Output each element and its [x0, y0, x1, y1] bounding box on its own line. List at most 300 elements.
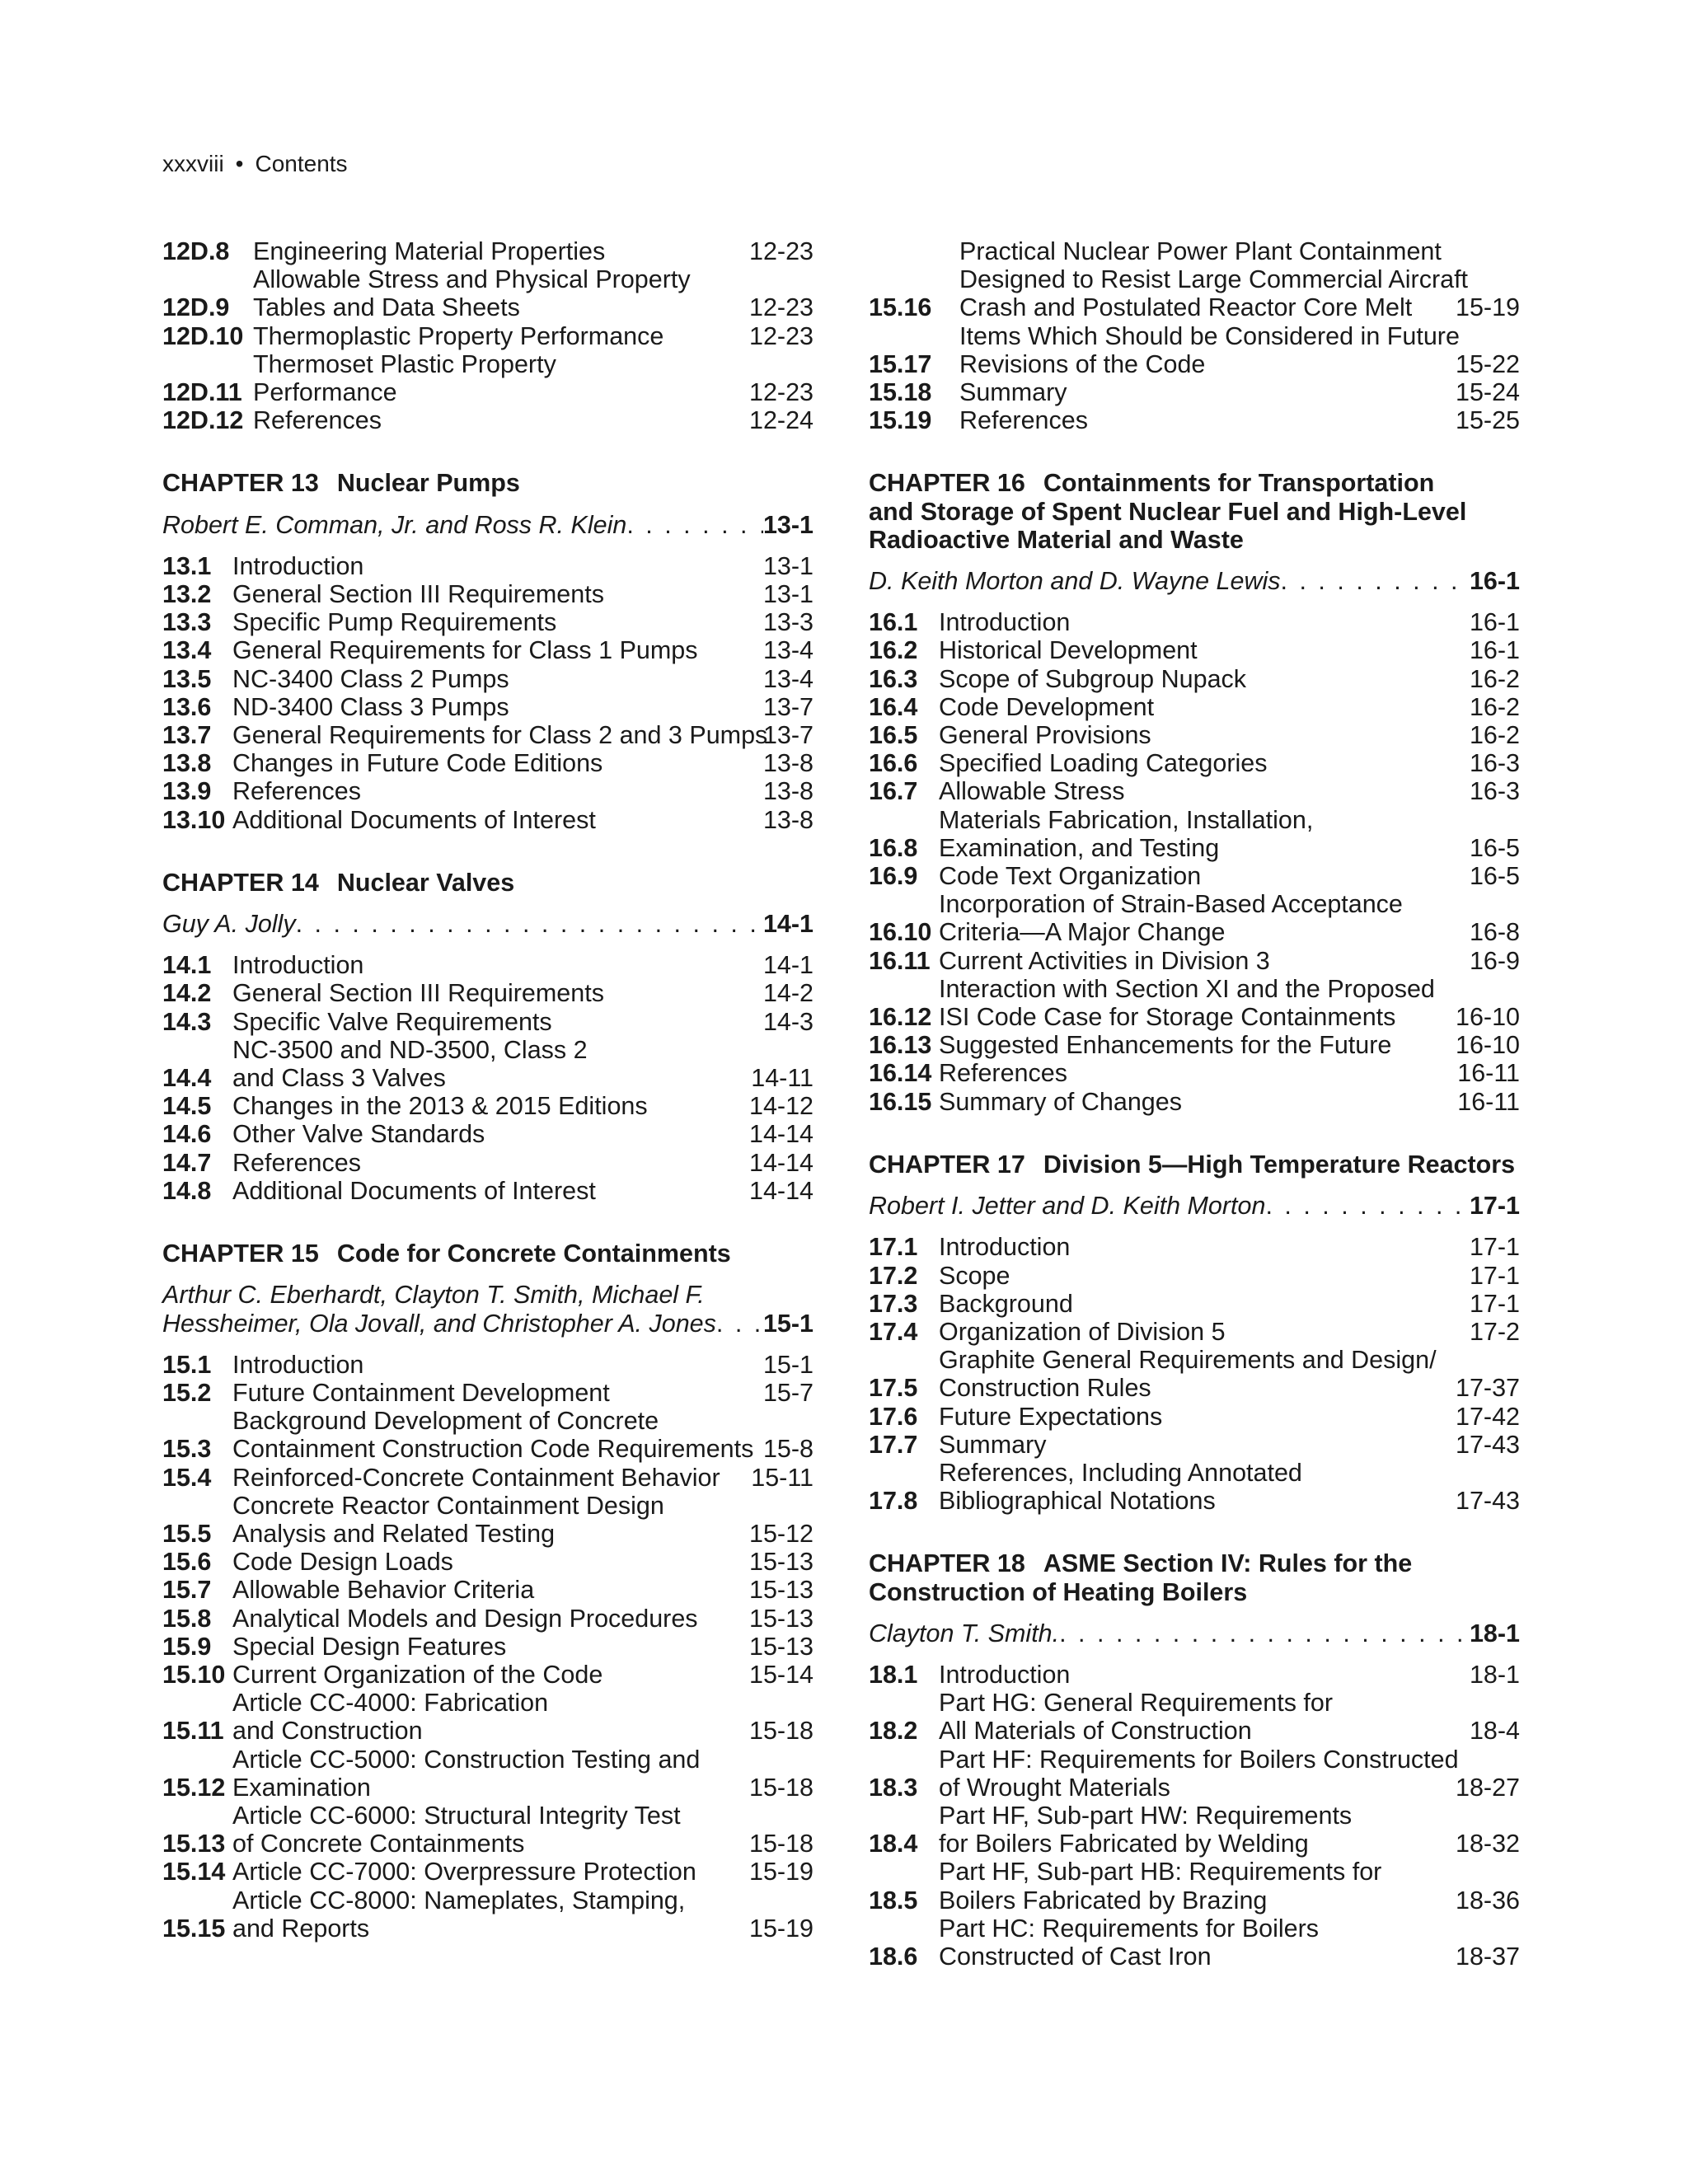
- section-title-line: Specified Loading Categories: [939, 749, 1268, 778]
- section-title: [939, 1915, 1446, 1971]
- section-title-line: Article CC-4000: Fabrication: [232, 1689, 549, 1718]
- toc-entry[interactable]: [869, 1318, 1520, 1346]
- section-number: 15.12: [162, 1773, 226, 1802]
- section-page: 15-19: [748, 1858, 814, 1886]
- header-section-title: Contents: [255, 151, 348, 176]
- section-page: 15-13: [748, 1632, 814, 1661]
- section-title-line: Article CC-6000: Structural Integrity Test: [232, 1801, 681, 1830]
- author-line: D. Keith Morton and D. Wayne Lewis: [869, 567, 1281, 596]
- section-title-line: Future Containment Development: [232, 1378, 610, 1407]
- section-page: 13-8: [762, 749, 814, 778]
- section-title: [253, 406, 739, 434]
- section-number: 15.9: [162, 1632, 212, 1661]
- chapter-label: CHAPTER 13: [162, 469, 319, 498]
- toc-entry[interactable]: [869, 1031, 1520, 1059]
- section-number: 16.2: [869, 636, 918, 665]
- toc-entry[interactable]: [869, 693, 1520, 721]
- toc-entry[interactable]: [869, 1858, 1520, 1914]
- toc-entry[interactable]: [162, 1548, 814, 1576]
- toc-entry[interactable]: [869, 1689, 1520, 1745]
- toc-entry[interactable]: [162, 693, 814, 721]
- section-title-line: and Construction: [232, 1717, 423, 1746]
- section-page: 15-8: [762, 1435, 814, 1464]
- section-title: [939, 862, 1460, 890]
- toc-entry[interactable]: [162, 721, 814, 749]
- section-page: 18-27: [1455, 1773, 1520, 1802]
- section-title-line: Thermoset Plastic Property: [253, 349, 556, 378]
- section-title-line: Allowable Stress: [939, 777, 1125, 806]
- leader-dots: [626, 511, 763, 539]
- section-title-line: Performance: [253, 378, 397, 407]
- chapter-heading-line: [162, 469, 814, 497]
- section-title: [939, 806, 1460, 862]
- chapter-start-page: 18-1: [1469, 1619, 1520, 1647]
- section-title-line: Examination: [232, 1773, 371, 1802]
- section-number: 16.3: [869, 664, 918, 693]
- section-title: [232, 979, 753, 1007]
- section-number: 12D.11: [162, 378, 242, 407]
- section-number: 16.6: [869, 749, 918, 778]
- section-number: 17.1: [869, 1233, 918, 1262]
- section-page: 13-8: [762, 777, 814, 806]
- chapter-start-page: 14-1: [762, 910, 814, 939]
- toc-entry[interactable]: [869, 777, 1520, 805]
- section-title-line: Introduction: [232, 1350, 364, 1379]
- section-title: [232, 1149, 739, 1177]
- section-title: [939, 665, 1460, 693]
- section-page: 15-18: [748, 1717, 814, 1746]
- section-number: 13.4: [162, 636, 212, 665]
- toc-entry[interactable]: [162, 1036, 814, 1092]
- section-number: 15.1: [162, 1350, 212, 1379]
- chapter-heading[interactable]: [869, 1549, 1520, 1605]
- section-number: 13.8: [162, 749, 212, 778]
- section-page: 13-4: [762, 636, 814, 665]
- section-number: 15.3: [162, 1435, 212, 1464]
- toc-entry[interactable]: [162, 1149, 814, 1177]
- section-page: 15-11: [751, 1463, 814, 1492]
- section-page: 12-23: [748, 378, 814, 407]
- section-number: 15.19: [869, 406, 932, 435]
- section-title: [232, 1379, 753, 1407]
- section-page: 18-4: [1469, 1717, 1520, 1746]
- toc-entry[interactable]: [162, 1492, 814, 1548]
- section-title-line: Background: [939, 1289, 1073, 1318]
- toc-entry[interactable]: [869, 1262, 1520, 1290]
- section-list: [869, 1661, 1520, 1971]
- section-title-line: Current Organization of the Code: [232, 1660, 603, 1689]
- toc-entry[interactable]: [869, 322, 1520, 378]
- section-number: 13.3: [162, 608, 212, 637]
- section-title-line: Article CC-5000: Construction Testing and: [232, 1745, 701, 1774]
- toc-entry[interactable]: [162, 806, 814, 834]
- toc-entry[interactable]: [162, 1177, 814, 1205]
- section-page: 18-37: [1455, 1942, 1520, 1971]
- section-number: 14.7: [162, 1148, 212, 1177]
- section-number: 18.2: [869, 1717, 918, 1746]
- chapter-title: Radioactive Material and Waste: [869, 525, 1244, 554]
- section-title: [939, 1802, 1446, 1858]
- section-number: 14.5: [162, 1092, 212, 1121]
- toc-entry[interactable]: [162, 1689, 814, 1745]
- chapter-start-page: 16-1: [1469, 567, 1520, 596]
- section-page: 15-13: [748, 1576, 814, 1605]
- page-header: [162, 151, 348, 177]
- section-title-line: NC-3500 and ND-3500, Class 2: [232, 1035, 588, 1064]
- toc-entry[interactable]: [162, 951, 814, 979]
- leader-dots: [296, 910, 763, 938]
- chapter-section: [869, 469, 1520, 1115]
- section-title: [939, 947, 1460, 975]
- section-title: [939, 1689, 1460, 1745]
- chapter-title: Construction of Heating Boilers: [869, 1577, 1248, 1606]
- section-number: 13.1: [162, 551, 212, 580]
- section-number: 15.8: [162, 1604, 212, 1633]
- section-title: [232, 1689, 739, 1745]
- toc-entry[interactable]: [162, 1886, 814, 1943]
- section-title-line: Current Activities in Division 3: [939, 946, 1270, 975]
- section-number: 16.7: [869, 777, 918, 806]
- section-page: 17-1: [1469, 1289, 1520, 1318]
- chapter-label: CHAPTER 16: [869, 469, 1025, 498]
- toc-entry[interactable]: [162, 608, 814, 636]
- toc-entry[interactable]: [869, 947, 1520, 975]
- section-title: [939, 1459, 1446, 1515]
- section-title-line: Materials Fabrication, Installation,: [939, 805, 1314, 834]
- section-title: [939, 975, 1446, 1031]
- section-page: 14-14: [748, 1120, 814, 1149]
- section-title-line: Code Design Loads: [232, 1548, 453, 1577]
- section-number: 16.14: [869, 1059, 932, 1088]
- toc-entry[interactable]: [162, 350, 814, 406]
- toc-entry[interactable]: [162, 749, 814, 777]
- chapter-heading[interactable]: [869, 1151, 1520, 1179]
- section-title: [939, 1059, 1447, 1087]
- author-line: Guy A. Jolly: [162, 910, 296, 939]
- chapter-title: and Storage of Spent Nuclear Fuel and High-Level: [869, 497, 1467, 526]
- chapter-heading[interactable]: [162, 469, 814, 497]
- section-title: [232, 721, 768, 750]
- section-title-line: Incorporation of Strain-Based Acceptance: [939, 890, 1403, 919]
- toc-entry[interactable]: [869, 378, 1520, 406]
- toc-entry[interactable]: [162, 1092, 814, 1120]
- section-title-line: All Materials of Construction: [939, 1717, 1252, 1746]
- section-title-line: Summary: [959, 378, 1067, 407]
- chapter-authors: [869, 1619, 1520, 1647]
- section-title-line: Part HF, Sub-part HW: Requirements: [939, 1801, 1353, 1830]
- section-number: 13.6: [162, 692, 212, 721]
- toc-entry[interactable]: [162, 1661, 814, 1689]
- toc-entry[interactable]: [869, 749, 1520, 777]
- section-title: [939, 1233, 1460, 1261]
- chapter-title: Nuclear Pumps: [336, 469, 520, 498]
- section-page: 15-22: [1455, 349, 1520, 378]
- chapter-authors: [162, 910, 814, 938]
- chapter-heading-line: [869, 469, 1520, 497]
- toc-entry[interactable]: [869, 1403, 1520, 1431]
- toc-entry[interactable]: [162, 265, 814, 321]
- section-title: [959, 406, 1446, 434]
- section-title-line: Other Valve Standards: [232, 1120, 485, 1149]
- section-title-line: Designed to Resist Large Commercial Aircraft: [959, 265, 1469, 294]
- toc-entry[interactable]: [162, 322, 814, 350]
- section-title: [232, 1633, 739, 1661]
- toc-entry[interactable]: [869, 890, 1520, 946]
- section-title: [232, 552, 753, 580]
- section-number: 12D.9: [162, 293, 230, 322]
- section-title: [232, 1746, 739, 1802]
- section-title: [232, 1464, 741, 1492]
- section-title-line: Summary of Changes: [939, 1087, 1182, 1116]
- section-page: 16-3: [1469, 777, 1520, 806]
- section-title-line: Tables and Data Sheets: [253, 293, 520, 322]
- section-number: 15.13: [162, 1830, 226, 1858]
- toc-entry[interactable]: [869, 806, 1520, 862]
- section-title-line: Engineering Material Properties: [253, 237, 606, 265]
- chapter-section: [162, 1240, 814, 1943]
- section-page: 17-1: [1469, 1233, 1520, 1262]
- section-title-line: Introduction: [939, 608, 1071, 637]
- section-number: 13.9: [162, 777, 212, 806]
- section-number: 18.6: [869, 1942, 918, 1971]
- section-number: 16.4: [869, 692, 918, 721]
- toc-entry[interactable]: [869, 1746, 1520, 1802]
- section-page: 16-1: [1469, 608, 1520, 637]
- section-number: 12D.10: [162, 321, 244, 350]
- section-title: [232, 806, 753, 834]
- section-title-line: ISI Code Case for Storage Containments: [939, 1003, 1396, 1032]
- section-page: 16-1: [1469, 636, 1520, 665]
- chapter-heading-line: [162, 1240, 814, 1268]
- toc-entry[interactable]: [162, 636, 814, 664]
- header-bullet: •: [235, 151, 244, 176]
- section-page: 17-42: [1455, 1402, 1520, 1431]
- section-number: 16.5: [869, 721, 918, 750]
- toc-entry[interactable]: [162, 1746, 814, 1802]
- section-page: 12-23: [748, 293, 814, 322]
- right-column: [869, 237, 1520, 1971]
- section-title: [232, 1492, 739, 1548]
- section-page: 18-1: [1469, 1660, 1520, 1689]
- section-title-line: Graphite General Requirements and Design/: [939, 1346, 1437, 1375]
- chapter-heading-line: [869, 1549, 1520, 1577]
- section-title: [253, 350, 739, 406]
- toc-entry[interactable]: [869, 1088, 1520, 1116]
- toc-entry[interactable]: [162, 237, 814, 265]
- section-title: [939, 1346, 1446, 1402]
- section-page: 17-1: [1469, 1261, 1520, 1290]
- toc-entry[interactable]: [869, 1802, 1520, 1858]
- toc-entry[interactable]: [869, 636, 1520, 664]
- section-title-line: References: [232, 1148, 361, 1177]
- chapter-label: CHAPTER 14: [162, 868, 319, 897]
- leader-dots: [1265, 1192, 1470, 1220]
- chapter-label: CHAPTER 18: [869, 1549, 1025, 1578]
- toc-entry[interactable]: [162, 580, 814, 608]
- section-title: [939, 1290, 1460, 1318]
- section-title-line: Introduction: [232, 951, 364, 980]
- section-page: 14-1: [762, 951, 814, 980]
- section-title-line: of Concrete Containments: [232, 1830, 525, 1858]
- chapter-section: [162, 869, 814, 1205]
- section-title-line: General Section III Requirements: [232, 580, 604, 609]
- section-number: 18.4: [869, 1830, 918, 1858]
- section-page: 16-3: [1469, 749, 1520, 778]
- toc-entry[interactable]: [869, 862, 1520, 890]
- toc-entry[interactable]: [162, 1351, 814, 1379]
- section-number: 18.5: [869, 1886, 918, 1915]
- section-title: [232, 1605, 739, 1633]
- toc-entry[interactable]: [869, 1661, 1520, 1689]
- section-title: [232, 1858, 739, 1886]
- section-page: 15-12: [748, 1519, 814, 1548]
- section-number: 16.8: [869, 833, 918, 862]
- section-page: 13-1: [762, 580, 814, 609]
- section-title-line: Background Development of Concrete: [232, 1407, 659, 1436]
- section-title-line: Changes in the 2013 & 2015 Editions: [232, 1092, 648, 1121]
- section-title: [939, 890, 1460, 946]
- section-page: 13-8: [762, 805, 814, 834]
- section-title-line: Allowable Stress and Physical Property: [253, 265, 691, 294]
- toc-entry[interactable]: [162, 777, 814, 805]
- section-number: 15.5: [162, 1519, 212, 1548]
- section-page: 16-5: [1469, 862, 1520, 891]
- section-list: [162, 1351, 814, 1943]
- section-title: [939, 1318, 1460, 1346]
- toc-entry[interactable]: [162, 1576, 814, 1604]
- toc-entry[interactable]: [162, 1605, 814, 1633]
- section-page: 14-3: [762, 1007, 814, 1036]
- section-number: 12D.8: [162, 237, 230, 265]
- section-title: [232, 1886, 739, 1943]
- section-title: [939, 693, 1460, 721]
- chapter-label: CHAPTER 15: [162, 1240, 319, 1268]
- toc-entry[interactable]: [869, 665, 1520, 693]
- section-number: 15.16: [869, 293, 932, 322]
- section-page: 15-19: [748, 1914, 814, 1943]
- chapter-heading[interactable]: [869, 469, 1520, 554]
- section-number: 16.11: [869, 946, 931, 975]
- section-title-line: Code Development: [939, 692, 1155, 721]
- toc-entry[interactable]: [869, 1459, 1520, 1515]
- toc-entry[interactable]: [162, 1407, 814, 1463]
- section-title-line: Historical Development: [939, 636, 1198, 665]
- toc-entry[interactable]: [162, 552, 814, 580]
- section-number: 14.8: [162, 1176, 212, 1205]
- chapter-heading[interactable]: [162, 869, 814, 897]
- toc-entry[interactable]: [162, 1379, 814, 1407]
- section-title: [959, 378, 1446, 406]
- section-number: 15.7: [162, 1576, 212, 1605]
- section-page: 15-13: [748, 1604, 814, 1633]
- toc-entry[interactable]: [869, 1346, 1520, 1402]
- toc-entry[interactable]: [162, 1464, 814, 1492]
- chapter-heading[interactable]: [162, 1240, 814, 1268]
- section-title-line: Revisions of the Code: [959, 349, 1206, 378]
- section-title: [232, 636, 753, 664]
- toc-entry[interactable]: [162, 1633, 814, 1661]
- section-title-line: Reinforced-Concrete Containment Behavior: [232, 1463, 720, 1492]
- section-title-line: Scope of Subgroup Nupack: [939, 664, 1247, 693]
- toc-entry[interactable]: [869, 975, 1520, 1031]
- toc-entry[interactable]: [162, 406, 814, 434]
- section-title-line: Introduction: [232, 551, 364, 580]
- section-number: 13.5: [162, 664, 212, 693]
- section-title-line: Interaction with Section XI and the Proposed: [939, 974, 1435, 1003]
- chapter-start-page: 13-1: [762, 510, 814, 539]
- section-title-line: ND-3400 Class 3 Pumps: [232, 692, 509, 721]
- section-title: [232, 777, 753, 805]
- leader-dots: [1281, 567, 1470, 595]
- section-title-line: Summary: [939, 1430, 1047, 1459]
- section-page: 18-32: [1455, 1830, 1520, 1858]
- section-title-line: References: [939, 1059, 1067, 1088]
- toc-entry[interactable]: [162, 1008, 814, 1036]
- section-title-line: Thermoplastic Property Performance: [253, 321, 664, 350]
- section-number: 14.2: [162, 979, 212, 1008]
- author-line: Robert I. Jetter and D. Keith Morton: [869, 1192, 1266, 1221]
- section-page: 15-25: [1455, 406, 1520, 435]
- section-number: 17.4: [869, 1317, 918, 1346]
- section-title-line: Suggested Enhancements for the Future: [939, 1031, 1392, 1060]
- section-title-line: Constructed of Cast Iron: [939, 1942, 1212, 1971]
- section-page: 16-2: [1469, 664, 1520, 693]
- section-page: 15-18: [748, 1830, 814, 1858]
- toc-entry[interactable]: [869, 1290, 1520, 1318]
- toc-entry[interactable]: [869, 1431, 1520, 1459]
- section-title-line: Bibliographical Notations: [939, 1487, 1216, 1516]
- toc-entry[interactable]: [869, 406, 1520, 434]
- section-page: 16-9: [1469, 946, 1520, 975]
- toc-entry[interactable]: [162, 1802, 814, 1858]
- section-page: 12-24: [748, 406, 814, 435]
- toc-entry[interactable]: [869, 1915, 1520, 1971]
- section-title: [253, 265, 739, 321]
- section-number: 16.12: [869, 1003, 932, 1032]
- section-page: 15-13: [748, 1548, 814, 1577]
- section-page: 15-1: [762, 1350, 814, 1379]
- section-number: 16.13: [869, 1031, 932, 1060]
- section-number: 15.15: [162, 1914, 226, 1943]
- section-list: [869, 1233, 1520, 1515]
- section-number: 17.3: [869, 1289, 918, 1318]
- section-page: 15-14: [748, 1660, 814, 1689]
- toc-entry[interactable]: [869, 721, 1520, 749]
- toc-entry[interactable]: [869, 608, 1520, 636]
- section-title: [232, 1548, 739, 1576]
- toc-entry[interactable]: [162, 1120, 814, 1148]
- toc-entry[interactable]: [162, 1858, 814, 1886]
- section-page: 15-24: [1455, 378, 1520, 407]
- chapter-heading-line: [869, 526, 1520, 554]
- pre-entries: [869, 237, 1520, 434]
- toc-entry[interactable]: [869, 1233, 1520, 1261]
- section-title: [253, 322, 739, 350]
- section-title-line: General Provisions: [939, 721, 1151, 750]
- chapter-title: Code for Concrete Containments: [336, 1240, 731, 1268]
- chapter-title: ASME Section IV: Rules for the: [1043, 1549, 1413, 1578]
- section-title: [232, 693, 753, 721]
- section-number: 15.18: [869, 378, 932, 407]
- section-title-line: Special Design Features: [232, 1632, 507, 1661]
- toc-entry[interactable]: [869, 237, 1520, 322]
- toc-entry[interactable]: [869, 1059, 1520, 1087]
- section-page: 18-36: [1455, 1886, 1520, 1915]
- section-title-line: Part HF, Sub-part HB: Requirements for: [939, 1858, 1382, 1886]
- toc-entry[interactable]: [162, 665, 814, 693]
- toc-entry[interactable]: [162, 979, 814, 1007]
- chapter-section: [162, 469, 814, 833]
